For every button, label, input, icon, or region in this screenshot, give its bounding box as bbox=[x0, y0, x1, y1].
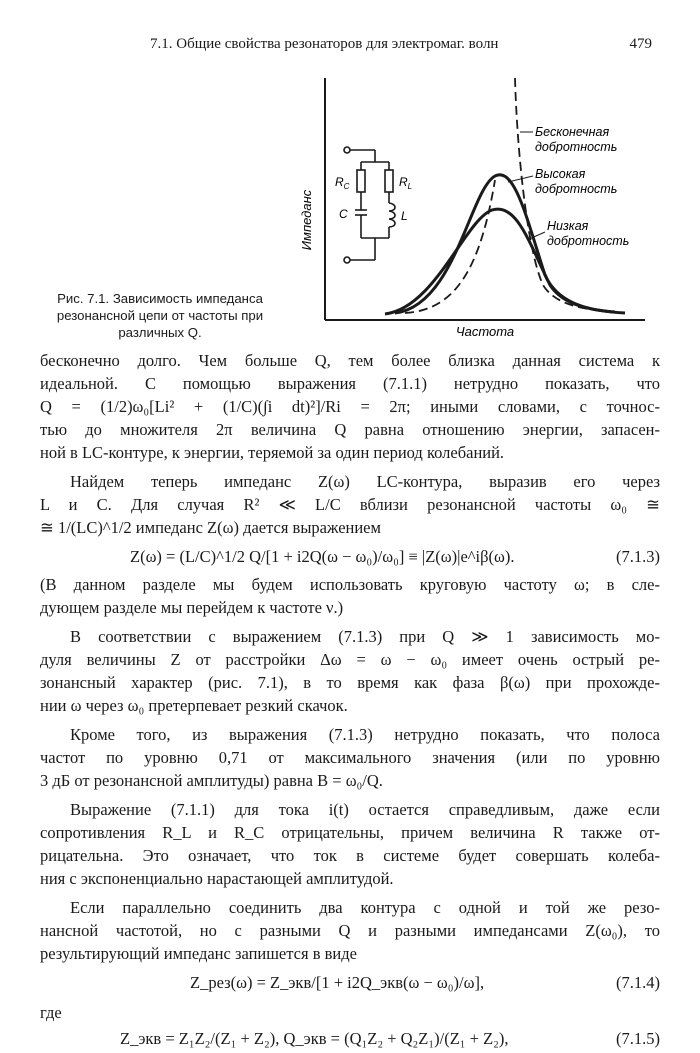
text-line: Q = (1/2)ω₀[Li² + (1/C)(∫i dt)²]/Ri = 2π; иными словами, с точнос- bbox=[40, 397, 660, 416]
paragraph-5 bbox=[40, 723, 660, 792]
text-line: нии ω через ω₀ претерпевает резкий скачок. bbox=[40, 696, 348, 715]
text-line: бесконечно долго. Чем больше Q, тем более близка данная система к bbox=[40, 351, 660, 370]
equation-7-1-5 bbox=[40, 1027, 660, 1053]
text-line: Выражение (7.1.1) для тока i(t) остается справедливым, даже если bbox=[70, 800, 660, 819]
text-line: сопротивления R_L и R_C отрицательны, причем величина R также от- bbox=[40, 823, 660, 842]
figure-7-1 bbox=[295, 70, 655, 340]
rl-label: $R_L$ bbox=[399, 175, 413, 191]
equation-number: (7.1.3) bbox=[616, 547, 660, 566]
figure-caption: Рис. 7.1. Зависимость импеданса резонансной цепи от частоты при различных Q. bbox=[56, 291, 264, 340]
rc-label: $R_C$ bbox=[335, 175, 350, 191]
text-line: Найдем теперь импеданс Z(ω) LC-контура, выразив его через bbox=[70, 472, 660, 491]
text-line: ≅ 1/(LC)^1/2 импеданс Z(ω) дается выражением bbox=[40, 518, 381, 537]
page-number: 479 bbox=[629, 36, 652, 52]
text-line: частот по уровню 0,71 от максимального значения (или по уровню bbox=[40, 748, 660, 767]
paragraph-7 bbox=[40, 896, 660, 965]
text-line: нансной частотой, но с разными Q и разными импедансами Z(ω₀), то bbox=[40, 921, 660, 940]
text-line: идеальной. С помощью выражения (7.1.1) нетрудно показать, что bbox=[40, 374, 660, 393]
paragraph-3 bbox=[40, 573, 660, 619]
equation-formula: Z_экв = Z₁Z₂/(Z₁ + Z₂), Q_экв = (Q₁Z₂ + Q₂Z₁)/(Z₁ + Z₂), bbox=[120, 1029, 509, 1048]
text-line: L и C. Для случая R² ≪ L/C вблизи резонансной частоты ω₀ ≅ bbox=[40, 495, 660, 514]
text-line: (В данном разделе мы будем использовать круговую частоту ω; в сле- bbox=[40, 575, 660, 594]
text-line: 3 дБ от резонансной амплитуды) равна B = ω₀/Q. bbox=[40, 771, 383, 790]
text-line: дующем разделе мы перейдем к частоте ν.) bbox=[40, 598, 344, 617]
paragraph-6 bbox=[40, 798, 660, 890]
equation-7-1-3 bbox=[40, 545, 660, 569]
text-line: зонансный характер (рис. 7.1), в то время как фаза β(ω) при прохожде- bbox=[40, 673, 660, 692]
equation-7-1-4 bbox=[40, 971, 660, 997]
low-q-label: Низкая добротность bbox=[547, 219, 630, 248]
equation-number: (7.1.4) bbox=[616, 973, 660, 992]
c-label: C bbox=[339, 207, 348, 221]
paragraph-1 bbox=[40, 349, 660, 464]
high-q-leader bbox=[508, 176, 533, 182]
paragraph-2 bbox=[40, 470, 660, 539]
text-line: ной в LC-контуре, к энергии, теряемой за один период колебаний. bbox=[40, 443, 505, 462]
text-line: В соответствии с выражением (7.1.3) при Q ≫ 1 зависимость мо- bbox=[70, 627, 660, 646]
text-line: тью до множителя 2π величина Q равна отношению энергии, запасен- bbox=[40, 420, 660, 439]
equation-number: (7.1.5) bbox=[616, 1029, 660, 1048]
text-line: дуля величины Z от расстройки Δω = ω − ω₀ имеет очень острый ре- bbox=[40, 650, 660, 669]
text-line: Если параллельно соединить два контура с одной и той же резо- bbox=[70, 898, 660, 917]
text-line: ния с экспоненциально нарастающей амплитудой. bbox=[40, 869, 394, 888]
text-line: рицательна. Это означает, что ток в системе будет совершать колеба- bbox=[40, 846, 660, 865]
y-axis-label: Импеданс bbox=[299, 189, 314, 251]
l-label: L bbox=[401, 209, 408, 223]
text-line: результирующий импеданс запишется в виде bbox=[40, 944, 357, 963]
running-title: 7.1. Общие свойства резонаторов для электромаг. волн bbox=[150, 36, 499, 52]
equation-formula: Z(ω) = (L/C)^1/2 Q/[1 + i2Q(ω − ω₀)/ω₀] ≡ |Z(ω)|e^iβ(ω). bbox=[130, 547, 515, 566]
infinite-q-label: Бесконечная добротность bbox=[535, 125, 618, 154]
high-q-label: Высокая добротность bbox=[535, 167, 618, 196]
body-text bbox=[40, 349, 660, 1053]
text-line: Кроме того, из выражения (7.1.3) нетрудно показать, что полоса bbox=[70, 725, 660, 744]
paragraph-4 bbox=[40, 625, 660, 717]
resonant-circuit bbox=[344, 147, 395, 263]
x-axis-label: Частота bbox=[455, 324, 515, 339]
equation-formula: Z_рез(ω) = Z_экв/[1 + i2Q_экв(ω − ω₀)/ω], bbox=[190, 973, 485, 992]
where-word: где bbox=[40, 1003, 62, 1022]
